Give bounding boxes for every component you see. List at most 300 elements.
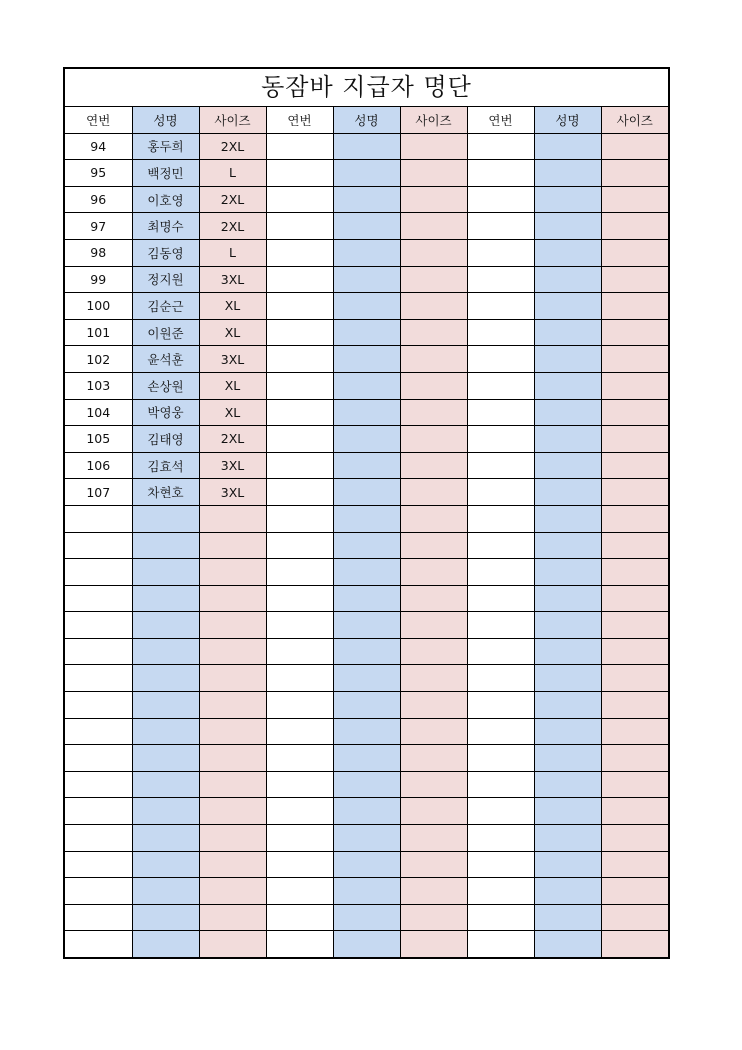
name-cell	[333, 665, 400, 692]
number-cell	[467, 319, 534, 346]
table-row	[65, 505, 668, 532]
name-cell	[132, 798, 199, 825]
size-cell	[199, 612, 266, 639]
number-cell	[467, 718, 534, 745]
size-cell	[199, 692, 266, 719]
size-cell: 2XL	[199, 133, 266, 160]
number-cell	[65, 585, 132, 612]
table-row	[65, 346, 668, 373]
size-cell	[400, 692, 467, 719]
name-cell	[534, 426, 601, 453]
size-cell	[601, 825, 668, 852]
size-cell	[400, 825, 467, 852]
size-cell	[601, 239, 668, 266]
number-cell	[266, 426, 333, 453]
table-row	[65, 266, 668, 293]
name-cell	[333, 239, 400, 266]
size-cell	[400, 160, 467, 187]
size-cell	[199, 851, 266, 878]
size-cell	[400, 532, 467, 559]
number-cell: 100	[65, 293, 132, 320]
size-cell: 2XL	[199, 186, 266, 213]
roster-sheet	[63, 67, 670, 959]
size-cell	[199, 718, 266, 745]
header-size-2: 사이즈	[400, 107, 467, 133]
name-cell	[333, 825, 400, 852]
name-cell	[333, 878, 400, 905]
size-cell	[400, 479, 467, 506]
name-cell	[333, 745, 400, 772]
name-cell	[132, 505, 199, 532]
name-cell	[132, 692, 199, 719]
number-cell	[65, 745, 132, 772]
table-row	[65, 878, 668, 905]
table-row	[65, 745, 668, 772]
size-cell: L	[199, 239, 266, 266]
number-cell	[65, 904, 132, 931]
name-cell	[333, 293, 400, 320]
size-cell	[601, 319, 668, 346]
size-cell	[199, 638, 266, 665]
table-row	[65, 665, 668, 692]
number-cell	[266, 771, 333, 798]
number-cell	[467, 532, 534, 559]
number-cell	[65, 878, 132, 905]
size-cell	[400, 213, 467, 240]
header-size-3: 사이즈	[601, 107, 668, 133]
number-cell	[467, 798, 534, 825]
size-cell: L	[199, 160, 266, 187]
name-cell	[132, 825, 199, 852]
name-cell	[534, 585, 601, 612]
size-cell	[199, 825, 266, 852]
number-cell: 105	[65, 426, 132, 453]
name-cell	[534, 346, 601, 373]
size-cell	[400, 346, 467, 373]
number-cell: 103	[65, 372, 132, 399]
name-cell	[132, 559, 199, 586]
number-cell	[266, 213, 333, 240]
name-cell	[534, 133, 601, 160]
header-name-3: 성명	[534, 107, 601, 133]
size-cell	[199, 532, 266, 559]
size-cell	[400, 372, 467, 399]
name-cell	[534, 825, 601, 852]
table-row	[65, 372, 668, 399]
name-cell	[534, 638, 601, 665]
table-row	[65, 718, 668, 745]
table-row	[65, 851, 668, 878]
name-cell	[333, 213, 400, 240]
size-cell	[400, 612, 467, 639]
name-cell	[132, 585, 199, 612]
name-cell	[333, 160, 400, 187]
number-cell	[467, 585, 534, 612]
size-cell	[601, 293, 668, 320]
name-cell	[534, 692, 601, 719]
table-row	[65, 825, 668, 852]
number-cell	[467, 505, 534, 532]
name-cell	[333, 505, 400, 532]
name-cell	[333, 426, 400, 453]
header-name-1: 성명	[132, 107, 199, 133]
name-cell	[333, 532, 400, 559]
number-cell: 101	[65, 319, 132, 346]
name-cell	[534, 904, 601, 931]
size-cell	[199, 505, 266, 532]
number-cell	[266, 612, 333, 639]
name-cell	[534, 798, 601, 825]
name-cell	[534, 319, 601, 346]
number-cell	[467, 878, 534, 905]
size-cell: 2XL	[199, 213, 266, 240]
number-cell	[266, 559, 333, 586]
size-cell	[601, 851, 668, 878]
number-cell	[65, 692, 132, 719]
table-row	[65, 186, 668, 213]
header-name-2: 성명	[333, 107, 400, 133]
name-cell	[534, 452, 601, 479]
name-cell	[534, 771, 601, 798]
size-cell	[400, 585, 467, 612]
name-cell	[132, 878, 199, 905]
number-cell	[467, 293, 534, 320]
table-row	[65, 559, 668, 586]
number-cell	[266, 479, 333, 506]
table-row	[65, 931, 668, 957]
name-cell	[132, 771, 199, 798]
name-cell	[534, 851, 601, 878]
number-cell	[65, 851, 132, 878]
name-cell: 김태영	[132, 426, 199, 453]
number-cell	[467, 851, 534, 878]
size-cell	[400, 904, 467, 931]
name-cell: 김효석	[132, 452, 199, 479]
name-cell	[132, 931, 199, 957]
table-row	[65, 426, 668, 453]
size-cell: XL	[199, 372, 266, 399]
number-cell	[65, 825, 132, 852]
size-cell	[400, 771, 467, 798]
number-cell	[65, 798, 132, 825]
number-cell	[65, 771, 132, 798]
name-cell: 백정민	[132, 160, 199, 187]
name-cell	[132, 718, 199, 745]
size-cell	[400, 638, 467, 665]
table-row	[65, 612, 668, 639]
number-cell	[467, 638, 534, 665]
number-cell	[467, 692, 534, 719]
name-cell: 손상원	[132, 372, 199, 399]
name-cell	[333, 692, 400, 719]
name-cell	[132, 665, 199, 692]
size-cell	[601, 532, 668, 559]
size-cell	[199, 904, 266, 931]
number-cell	[467, 452, 534, 479]
size-cell	[601, 160, 668, 187]
name-cell	[534, 160, 601, 187]
number-cell	[266, 186, 333, 213]
size-cell: XL	[199, 399, 266, 426]
table-row	[65, 452, 668, 479]
name-cell	[534, 266, 601, 293]
number-cell	[266, 346, 333, 373]
name-cell: 김동영	[132, 239, 199, 266]
name-cell	[534, 213, 601, 240]
number-cell	[266, 532, 333, 559]
name-cell	[333, 851, 400, 878]
size-cell	[601, 771, 668, 798]
size-cell	[400, 505, 467, 532]
size-cell	[601, 692, 668, 719]
number-cell	[65, 532, 132, 559]
name-cell	[333, 346, 400, 373]
table-row	[65, 319, 668, 346]
number-cell	[467, 133, 534, 160]
size-cell: 2XL	[199, 426, 266, 453]
size-cell	[400, 266, 467, 293]
number-cell: 107	[65, 479, 132, 506]
size-cell	[601, 559, 668, 586]
size-cell: XL	[199, 319, 266, 346]
table-row	[65, 133, 668, 160]
size-cell	[400, 718, 467, 745]
size-cell	[601, 426, 668, 453]
table-row	[65, 638, 668, 665]
size-cell	[400, 319, 467, 346]
number-cell	[65, 559, 132, 586]
number-cell	[266, 266, 333, 293]
size-cell	[199, 771, 266, 798]
name-cell	[333, 186, 400, 213]
number-cell: 102	[65, 346, 132, 373]
name-cell	[333, 479, 400, 506]
number-cell	[65, 665, 132, 692]
size-cell	[400, 133, 467, 160]
name-cell	[534, 505, 601, 532]
number-cell: 97	[65, 213, 132, 240]
number-cell	[467, 213, 534, 240]
size-cell	[400, 878, 467, 905]
table-row	[65, 771, 668, 798]
table-row	[65, 532, 668, 559]
number-cell	[266, 904, 333, 931]
name-cell	[333, 266, 400, 293]
size-cell	[400, 931, 467, 957]
size-cell	[400, 293, 467, 320]
number-cell: 94	[65, 133, 132, 160]
table-row	[65, 213, 668, 240]
name-cell	[333, 133, 400, 160]
number-cell	[467, 160, 534, 187]
size-cell	[400, 186, 467, 213]
name-cell	[333, 319, 400, 346]
number-cell: 106	[65, 452, 132, 479]
name-cell	[132, 638, 199, 665]
size-cell: 3XL	[199, 479, 266, 506]
name-cell	[333, 638, 400, 665]
number-cell	[65, 718, 132, 745]
size-cell	[601, 266, 668, 293]
number-cell	[266, 160, 333, 187]
name-cell	[333, 904, 400, 931]
number-cell	[266, 133, 333, 160]
number-cell	[266, 798, 333, 825]
name-cell	[333, 372, 400, 399]
number-cell	[266, 293, 333, 320]
size-cell	[199, 559, 266, 586]
name-cell	[534, 878, 601, 905]
number-cell	[467, 745, 534, 772]
header-size-1: 사이즈	[199, 107, 266, 133]
size-cell: 3XL	[199, 266, 266, 293]
size-cell	[400, 452, 467, 479]
size-cell	[601, 399, 668, 426]
name-cell	[132, 612, 199, 639]
number-cell	[467, 479, 534, 506]
size-cell	[199, 931, 266, 957]
name-cell	[534, 186, 601, 213]
size-cell	[400, 426, 467, 453]
name-cell: 차현호	[132, 479, 199, 506]
table-row	[65, 798, 668, 825]
size-cell	[400, 851, 467, 878]
name-cell	[534, 612, 601, 639]
size-cell	[601, 505, 668, 532]
number-cell	[65, 638, 132, 665]
number-cell: 104	[65, 399, 132, 426]
size-cell	[601, 452, 668, 479]
number-cell	[266, 452, 333, 479]
name-cell	[132, 745, 199, 772]
name-cell: 박영웅	[132, 399, 199, 426]
number-cell	[467, 372, 534, 399]
size-cell	[601, 931, 668, 957]
name-cell	[534, 239, 601, 266]
name-cell	[333, 931, 400, 957]
size-cell	[199, 665, 266, 692]
size-cell	[400, 665, 467, 692]
number-cell	[266, 745, 333, 772]
number-cell	[467, 186, 534, 213]
size-cell	[601, 798, 668, 825]
name-cell	[534, 399, 601, 426]
number-cell	[467, 612, 534, 639]
number-cell: 98	[65, 239, 132, 266]
name-cell	[534, 665, 601, 692]
name-cell	[534, 745, 601, 772]
number-cell	[467, 266, 534, 293]
header-number-3: 연번	[467, 107, 534, 133]
size-cell	[601, 718, 668, 745]
size-cell	[601, 479, 668, 506]
number-cell	[266, 718, 333, 745]
table-row	[65, 160, 668, 187]
name-cell	[333, 399, 400, 426]
name-cell	[534, 532, 601, 559]
name-cell: 정지원	[132, 266, 199, 293]
size-cell	[601, 612, 668, 639]
table-row	[65, 585, 668, 612]
size-cell	[400, 745, 467, 772]
number-cell	[467, 771, 534, 798]
number-cell	[467, 399, 534, 426]
size-cell: 3XL	[199, 452, 266, 479]
name-cell: 홍두희	[132, 133, 199, 160]
number-cell	[467, 825, 534, 852]
size-cell	[601, 904, 668, 931]
name-cell	[534, 931, 601, 957]
number-cell: 99	[65, 266, 132, 293]
header-row	[65, 107, 668, 133]
number-cell	[266, 851, 333, 878]
name-cell	[534, 372, 601, 399]
size-cell: 3XL	[199, 346, 266, 373]
name-cell	[333, 718, 400, 745]
number-cell	[467, 346, 534, 373]
size-cell	[601, 346, 668, 373]
name-cell: 윤석훈	[132, 346, 199, 373]
name-cell	[132, 532, 199, 559]
size-cell	[400, 239, 467, 266]
name-cell	[333, 798, 400, 825]
number-cell	[467, 426, 534, 453]
name-cell	[333, 612, 400, 639]
name-cell: 김순근	[132, 293, 199, 320]
table-row	[65, 399, 668, 426]
size-cell	[601, 665, 668, 692]
size-cell	[199, 745, 266, 772]
header-number-1: 연번	[65, 107, 132, 133]
name-cell	[132, 904, 199, 931]
table-row	[65, 479, 668, 506]
number-cell	[266, 638, 333, 665]
size-cell	[400, 559, 467, 586]
size-cell	[601, 186, 668, 213]
name-cell	[333, 771, 400, 798]
table-row	[65, 239, 668, 266]
name-cell: 이원준	[132, 319, 199, 346]
number-cell	[266, 665, 333, 692]
name-cell	[333, 559, 400, 586]
name-cell	[333, 585, 400, 612]
name-cell	[534, 559, 601, 586]
number-cell	[266, 585, 333, 612]
number-cell	[266, 239, 333, 266]
header-number-2: 연번	[266, 107, 333, 133]
table-row	[65, 904, 668, 931]
size-cell	[199, 878, 266, 905]
number-cell	[467, 559, 534, 586]
number-cell	[266, 399, 333, 426]
table-row	[65, 293, 668, 320]
size-cell	[601, 133, 668, 160]
name-cell: 이호영	[132, 186, 199, 213]
number-cell	[266, 692, 333, 719]
name-cell	[534, 718, 601, 745]
name-cell	[132, 851, 199, 878]
number-cell	[467, 239, 534, 266]
number-cell	[65, 931, 132, 957]
size-cell	[601, 878, 668, 905]
number-cell	[266, 372, 333, 399]
size-cell	[400, 399, 467, 426]
number-cell	[266, 825, 333, 852]
table-row	[65, 692, 668, 719]
name-cell	[534, 293, 601, 320]
size-cell	[601, 745, 668, 772]
size-cell	[400, 798, 467, 825]
